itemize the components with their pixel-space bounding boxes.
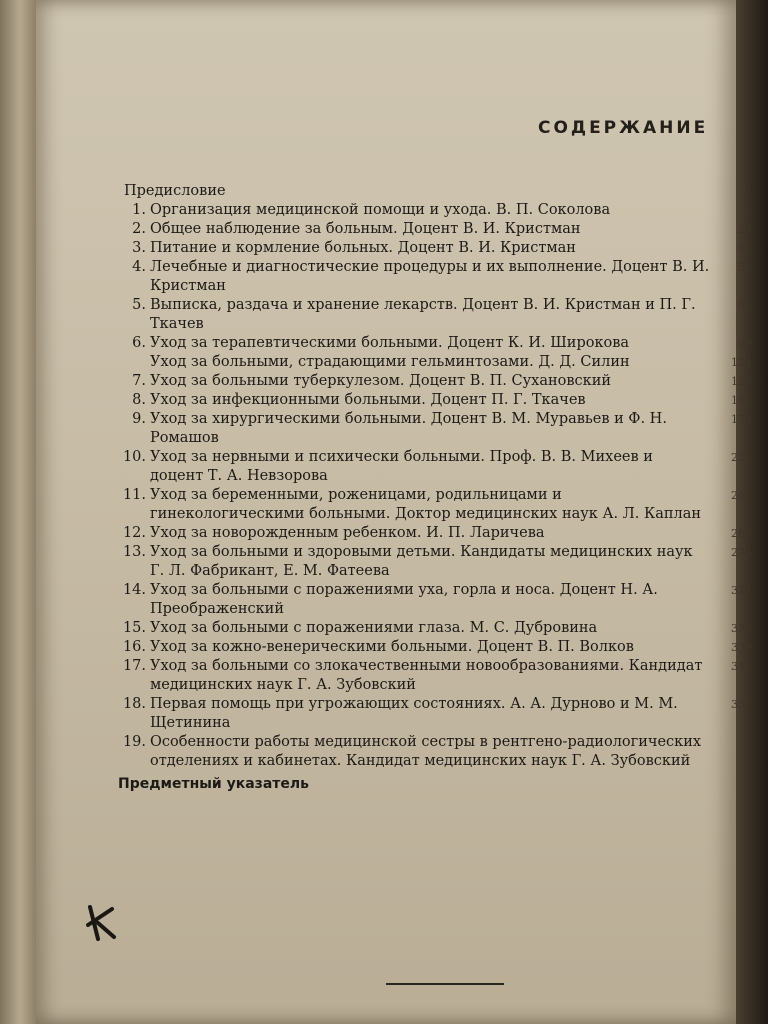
- toc-page-number: 357: [731, 698, 752, 711]
- toc-entry: [82, 657, 752, 695]
- toc-page-number: 148: [731, 394, 752, 407]
- toc-entry: [82, 258, 752, 296]
- toc-entry-number: 11.: [122, 487, 146, 503]
- toc-entry-text: Уход за больными с поражениями уха, горла и носа. Доцент Н. А. Преображенский: [150, 582, 658, 617]
- toc-entry: [82, 638, 752, 657]
- toc-entry-text: Предметный указатель: [118, 776, 309, 792]
- toc-page-number: 339: [731, 641, 752, 654]
- toc-entry: [82, 201, 752, 220]
- toc-entry-number: 10.: [122, 449, 146, 465]
- toc-page-number: 266: [731, 527, 752, 540]
- toc-entry-number: 12.: [122, 525, 146, 541]
- toc-entry: [82, 410, 752, 448]
- toc-entry-number: 13.: [122, 544, 146, 560]
- toc-page-number: 86: [738, 299, 752, 312]
- toc-entry-number: 7.: [132, 373, 146, 389]
- toc-page-number: 124: [731, 356, 752, 369]
- toc-entry-number: 9.: [132, 411, 146, 427]
- toc-entry-text: Организация медицинской помощи и ухода. В. П. Соколова: [150, 202, 611, 218]
- toc-entry-text: Общее наблюдение за больным. Доцент В. И. Кристман: [150, 221, 581, 237]
- toc-page-number: 222: [731, 451, 752, 464]
- toc-entry: [82, 524, 752, 543]
- page-title: СОДЕРЖАНИЕ: [538, 118, 709, 138]
- toc-entry: [82, 296, 752, 334]
- toc-entry: [82, 486, 752, 524]
- toc-entry-text: Первая помощь при угрожающих состояниях. А. А. Дурново и М. М. Щетинина: [150, 696, 678, 731]
- toc-entry-text: Уход за больными со злокачественными новообразованиями. Кандидат медицинских наук Г. А. Зубовский: [150, 658, 703, 693]
- toc-entry-text: Уход за беременными, роженицами, родильницами и гинекологическими больными. Доктор медицинских наук А. Л. Каплан: [150, 487, 702, 522]
- toc-page-number: 48: [738, 242, 752, 255]
- toc-entry-number: 19.: [122, 734, 146, 750]
- toc-entry-text: Уход за кожно-венерическими больными. Доцент В. П. Волков: [150, 639, 634, 655]
- toc-entry-text: Уход за инфекционными больными. Доцент П. Г. Ткачев: [150, 392, 586, 408]
- toc-entry-text: Уход за новорожденным ребенком. И. П. Ларичева: [150, 525, 545, 541]
- toc-entry-number: 18.: [122, 696, 146, 712]
- toc-page-number: 5: [745, 204, 752, 217]
- toc-entry-number: 14.: [122, 582, 146, 598]
- toc-entry-preface: [82, 182, 752, 201]
- toc-entry-index: [82, 775, 722, 794]
- toc-entry-number: 16.: [122, 639, 146, 655]
- toc-entry-text: Особенности работы медицинской сестры в рентгено-радиологических отделениях и кабинетах. Кандидат медицинских наук Г. А. Зубовский: [150, 734, 702, 769]
- toc-entry-number: 5.: [132, 297, 146, 313]
- toc-page-number: 173: [731, 413, 752, 426]
- toc-entry-number: 4.: [132, 259, 146, 275]
- adjacent-page-edge: [0, 0, 36, 1024]
- toc-entry-text: Лечебные и диагностические процедуры и их выполнение. Доцент В. И. Кристман: [150, 259, 710, 294]
- toc-entry: [82, 448, 752, 486]
- toc-entry: [82, 334, 752, 353]
- toc-page-number: 99: [738, 337, 752, 350]
- toc-page-number: 321: [731, 584, 752, 597]
- toc-page-number: 330: [731, 622, 752, 635]
- toc-entry: [82, 733, 722, 771]
- toc-entry-text: Уход за терапевтическими больными. Доцент К. И. Широкова: [150, 335, 630, 351]
- toc-page-number: 23: [738, 223, 752, 236]
- toc-entry-number: 2.: [132, 221, 146, 237]
- book-spine-shadow: [736, 0, 768, 1024]
- toc-page-number: 3: [745, 185, 752, 198]
- page-divider-line: [386, 983, 504, 985]
- toc-entry-text: Уход за больными и здоровыми детьми. Кандидаты медицинских наук Г. Л. Фабрикант, Е. М. Фатеева: [150, 544, 693, 579]
- toc-entry: [82, 220, 752, 239]
- toc-entry-text: Уход за хирургическими больными. Доцент В. М. Муравьев и Ф. Н. Ромашов: [150, 411, 667, 446]
- toc-entry-text: Уход за больными с поражениями глаза. М. С. Дубровина: [150, 620, 598, 636]
- toc-entry-text: Уход за больными туберкулезом. Доцент В. П. Сухановский: [150, 373, 612, 389]
- toc-page-number: 55: [738, 261, 752, 274]
- toc-entry-number: 17.: [122, 658, 146, 674]
- toc-entry-text: Уход за нервными и психически больными. Проф. В. В. Михеев и доцент Т. А. Невзорова: [150, 449, 653, 484]
- toc-entry: [82, 353, 752, 372]
- toc-entry-text: Предисловие: [124, 183, 226, 199]
- toc-entry: [82, 239, 752, 258]
- toc-entry: [82, 695, 752, 733]
- toc-entry: [82, 581, 752, 619]
- handwritten-mark-icon: [84, 903, 118, 943]
- toc-page-number: 346: [731, 660, 752, 673]
- toc-entry: [82, 372, 752, 391]
- toc-entry-text: Питание и кормление больных. Доцент В. И. Кристман: [150, 240, 576, 256]
- toc-entry-number: 1.: [132, 202, 146, 218]
- toc-entry-number: 3.: [132, 240, 146, 256]
- toc-entry-number: 8.: [132, 392, 146, 408]
- toc-entry: [82, 543, 752, 581]
- toc-page-number: 246: [731, 489, 752, 502]
- toc-page-number: 128: [731, 375, 752, 388]
- toc-entry-text: Выписка, раздача и хранение лекарств. Доцент В. И. Кристман и П. Г. Ткачев: [150, 297, 696, 332]
- toc-entry: [82, 391, 752, 410]
- toc-page-number: 273: [731, 546, 752, 559]
- toc-entry: [82, 619, 752, 638]
- toc-entry-number: 15.: [122, 620, 146, 636]
- table-of-contents: [82, 170, 752, 794]
- toc-entry-text: Уход за больными, страдающими гельминтозами. Д. Д. Силин: [150, 354, 630, 370]
- toc-entry-number: 6.: [132, 335, 146, 351]
